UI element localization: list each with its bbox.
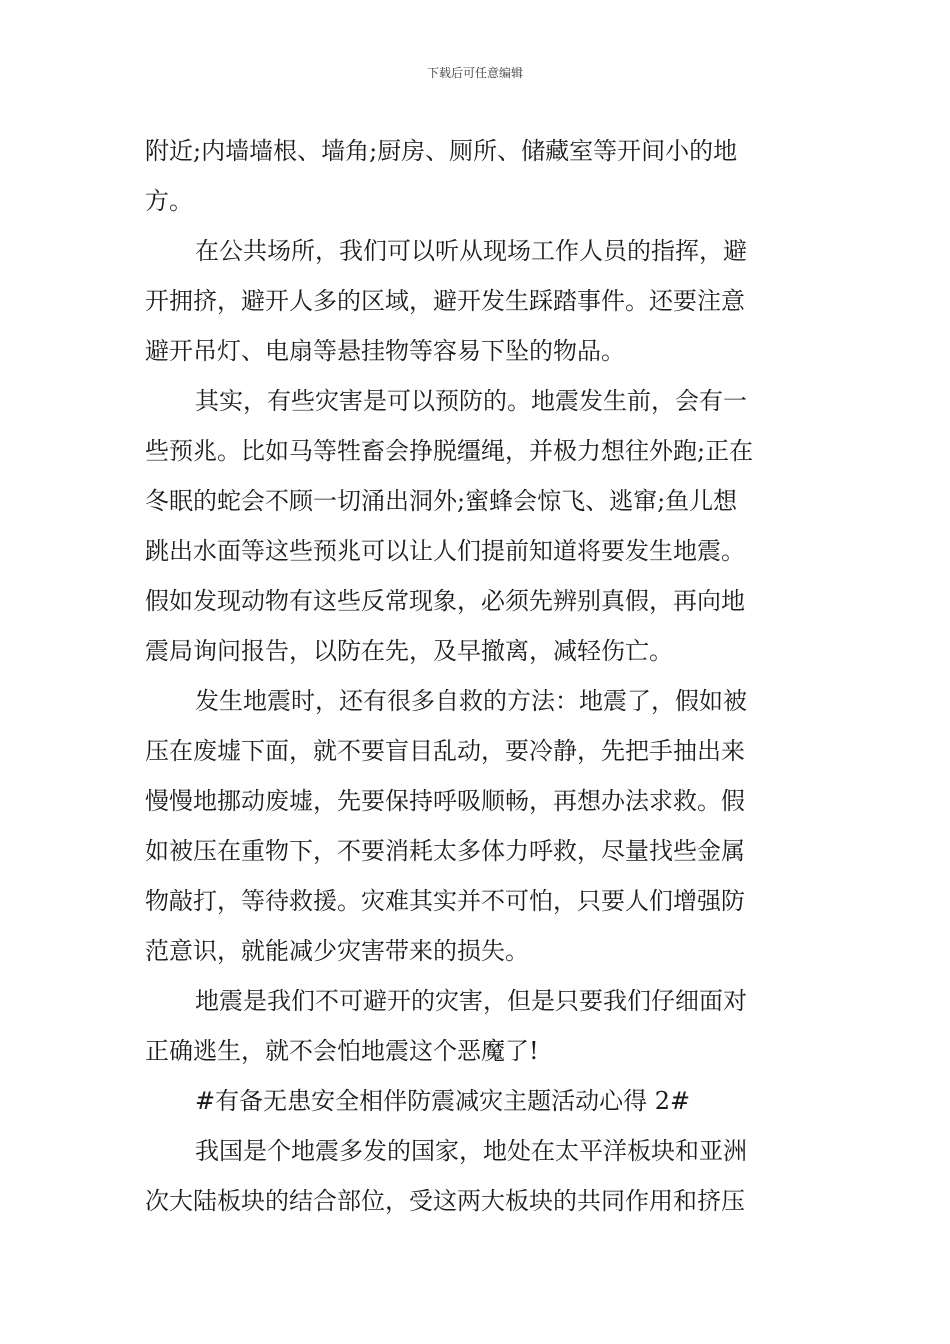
document-body [145,126,810,1226]
text-line: 在公共场所，我们可以听从现场工作人员的指挥，避 [195,237,747,265]
section-heading: #有备无患安全相伴防震减灾主题活动心得 2# [195,1087,691,1115]
text-line: 物敲打，等待救援。灾难其实并不可怕，只要人们增强防 [145,887,745,915]
text-line: 些预兆。比如马等牲畜会挣脱缰绳，并极力想往外跑;正在 [145,437,754,465]
text-line: 范意识，就能减少灾害带来的损失。 [145,937,529,965]
text-line: 其实，有些灾害是可以预防的。地震发生前，会有一 [195,387,747,415]
text-line: 方。 [145,187,193,215]
text-line: 开拥挤，避开人多的区域，避开发生踩踏事件。还要注意 [145,287,745,315]
text-line: 压在废墟下面，就不要盲目乱动，要冷静，先把手抽出来 [145,737,745,765]
text-line: 次大陆板块的结合部位，受这两大板块的共同作用和挤压 [145,1187,745,1215]
text-line: 避开吊灯、电扇等悬挂物等容易下坠的物品。 [145,337,625,365]
text-line: 假如发现动物有这些反常现象，必须先辨别真假，再向地 [145,587,745,615]
text-line: 慢慢地挪动废墟，先要保持呼吸顺畅，再想办法求救。假 [145,787,745,815]
text-line: 地震是我们不可避开的灾害，但是只要我们仔细面对 [195,987,747,1015]
text-line: 冬眠的蛇会不顾一切涌出洞外;蜜蜂会惊飞、逃窜;鱼儿想 [145,487,738,515]
text-line: 正确逃生，就不会怕地震这个恶魔了! [145,1037,539,1065]
page-header: 下载后可任意编辑 [426,66,523,80]
text-line: 发生地震时，还有很多自救的方法：地震了，假如被 [195,687,747,715]
text-line: 附近;内墙墙根、墙角;厨房、厕所、储藏室等开间小的地 [145,137,738,165]
text-line: 我国是个地震多发的国家，地处在太平洋板块和亚洲 [195,1137,747,1165]
text-line: 跳出水面等这些预兆可以让人们提前知道将要发生地震。 [145,537,745,565]
text-line: 震局询问报告，以防在先，及早撤离，减轻伤亡。 [145,637,673,665]
text-line: 如被压在重物下，不要消耗太多体力呼救，尽量找些金属 [145,837,745,865]
